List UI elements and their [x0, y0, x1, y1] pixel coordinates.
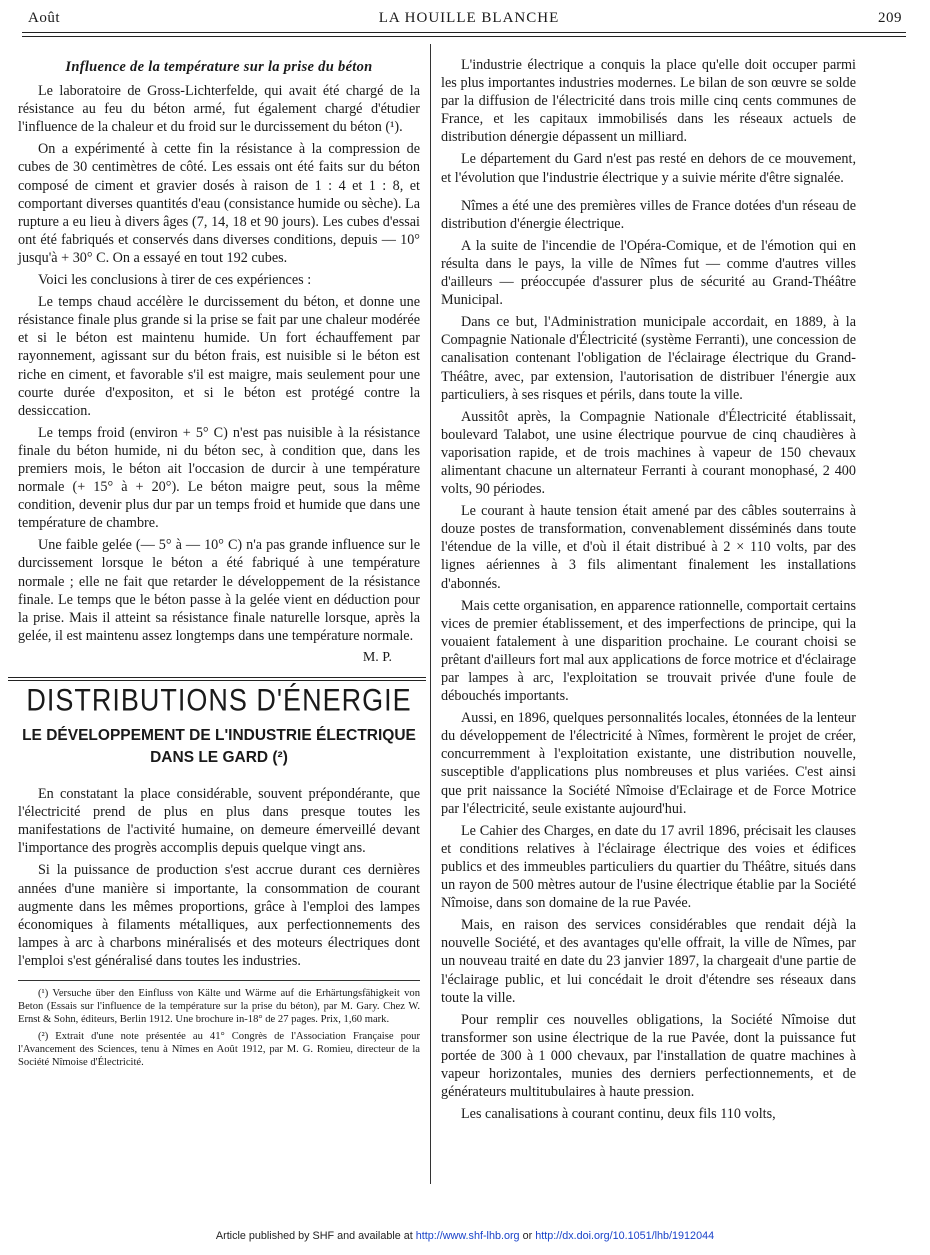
- paragraph: A la suite de l'incendie de l'Opéra-Comique, et de l'émotion qui en résulta dans le pays, la ville de Nîmes fut — comme d'autres villes d'ailleurs — préoccupée d'assurer plus de sécurité au Grand-Théâtre Municipal.: [441, 237, 856, 309]
- paragraph: Le temps froid (environ + 5° C) n'est pas nuisible à la résistance finale du béton humide, ni du béton sec, à condition que, dans les premiers mois, le béton ait l'occasion de durcir à une température normale (+ 15° à + 20°). Le béton maigre peut, sous la même condition, devenir plus dur par un temps froid et humide que dans une température de chambre.: [18, 424, 420, 532]
- page-number: 209: [877, 9, 902, 26]
- header-rule: [22, 32, 906, 33]
- footer-link-shf[interactable]: http://www.shf-lhb.org: [415, 1230, 520, 1242]
- right-column: [441, 56, 856, 1127]
- left-column: [18, 56, 420, 1073]
- footnote: (²) Extrait d'une note présentée au 41° Congrès de l'Association Française pour l'Avancement des Sciences, tenu à Nîmes en Août 1912, par M. G. Romieu, directeur de la Société Nîmoise d'Électricité.: [18, 1031, 420, 1069]
- article-title-line: LE DÉVELOPPEMENT DE L'INDUSTRIE ÉLECTRIQUE: [22, 727, 416, 745]
- header-month: Août: [28, 9, 60, 26]
- paragraph: Une faible gelée (— 5° à — 10° C) n'a pas grande influence sur le durcissement lorsque le béton a été fabriqué à une température normale ; elle ne fait que retarder le développement de la résistance finale. Le temps que le béton passe à la gelée vient en déduction pour la prise. Mais il atteint sa résistance finale naturelle lorsque, après la gelée, il est maintenu assez longtemps dans une température normale.: [18, 537, 420, 644]
- paragraph: Le courant à haute tension était amené par des câbles souterrains à douze postes de transformation, convenablement disséminés dans toute l'étendue de la ville, et d'où il était distribué à 2 × 110 volts, par des lignes aériennes à 3 fils alimentant finalement les installations d'abonnés.: [441, 503, 856, 592]
- header-rule-thin: [22, 36, 906, 37]
- page-footer: [0, 1230, 930, 1242]
- paragraph: En constatant la place considérable, souvent prépondérante, que l'électricité prend de plus en plus dans presque toutes les manifestations de l'activité humaine, on demeure émerveillé devant l'importance des progrès accomplis depuis quelque vingt ans.: [18, 786, 420, 857]
- paragraph: Mais, en raison des services considérables que rendait déjà la nouvelle Société, et des avantages qu'elle offrait, la ville de Nîmes, par un nouveau traité en date du 23 janvier 1897, la chargeait d'une partie de l'éclairage public, et lui concédait le droit d'étendre ses réseaux dans toute la ville.: [441, 917, 856, 1006]
- paragraph: Aussi, en 1896, quelques personnalités locales, étonnées de la lenteur du développement de l'électricité à Nîmes, formèrent le projet de créer, concurremment à l'exploitation existante, une distribution nouvelle, susceptible d'applications plus nombreuses et plus variées. C'est ainsi que prit naissance la Société Nîmoise d'Eclairage et de Force Motrice par l'électricité, seule existante aujourd'hui.: [441, 710, 856, 817]
- paragraph: Pour remplir ces nouvelles obligations, la Société Nîmoise dut transformer son usine électrique de la rue Pavée, dont la puissance fut portée de 300 à 1 000 chevaux, par l'installation de quatre machines à vapeur horizontales, munies des derniers perfectionnements, et de générateurs multitubulaires à haute pression.: [441, 1011, 856, 1101]
- footnote: (¹) Versuche über den Einfluss von Kälte und Wärme auf die Erhärtungsfähigkeit von Beton (Essais sur l'influence de la température sur la prise du béton), par M. Gary. Chez W. Ernst & Sohn, éditeurs, Berlin 1912. Une brochure in-18° de 27 pages. Prix, 1,60 mark.: [18, 988, 420, 1026]
- footer-text-or: or: [519, 1230, 536, 1242]
- footer-text: Article published by SHF and available at: [215, 1230, 416, 1242]
- paragraph: Le temps chaud accélère le durcissement du béton, et donne une résistance finale plus grande si la prise se fait par une chaleur modérée et si le béton est maintenu humide. Un fort échauffement par rayonnement, agissant sur du béton frais, est nuisible si le béton est riche en ciment, et favorable s'il est maigre, mais seulement pour une courte durée d'expositon, et si le béton est protégé contre la dessiccation.: [18, 294, 420, 419]
- page-header: [28, 6, 902, 30]
- paragraph: Le Cahier des Charges, en date du 17 avril 1896, précisait les clauses et conditions relatives à l'éclairage électrique des voies et édifices publics et des immeubles particuliers du quartier du Théâtre, situés dans un rayon de 500 mètres autour de l'usine électrique établie par la Société Nîmoise, dans son domaine de la rue Pavée.: [441, 822, 856, 912]
- footer-link-doi[interactable]: http://dx.doi.org/10.1051/lhb/1912044: [535, 1230, 715, 1242]
- column-divider: [430, 44, 431, 1184]
- section-separator: [8, 677, 426, 678]
- subheading-temperature: Influence de la température sur la prise du béton: [65, 59, 373, 75]
- section-separator-thin: [8, 680, 426, 681]
- article-title: [18, 725, 420, 769]
- paragraph: Nîmes a été une des premières villes de France dotées d'un réseau de distribution d'énergie électrique.: [441, 197, 856, 232]
- paragraph: Mais cette organisation, en apparence rationnelle, comportait certains vices de premier établissement, et des imperfections de principe, qui la vouaient fatalement à une disparition prochaine. Le courant choisi se prêtant d'ailleurs fort mal aux applications de force motrice et d'éclairage par lampes à arc, l'exploitation se trouvait privée d'une foule de débouchés importants.: [441, 597, 856, 705]
- paragraph: Voici les conclusions à tirer de ces expériences :: [38, 272, 312, 289]
- author-signature: M. P.: [362, 649, 392, 665]
- article-title-line: DANS LE GARD (²): [150, 749, 288, 767]
- paragraph: Les canalisations à courant continu, deux fils 110 volts,: [461, 1106, 776, 1123]
- paragraph: Le laboratoire de Gross-Lichterfelde, qui avait été chargé de la résistance au feu du béton armé, fut également chargé d'étudier l'influence de la chaleur et du froid sur le durcissement du béton (¹).: [18, 83, 420, 136]
- paragraph: L'industrie électrique a conquis la place qu'elle doit occuper parmi les plus importantes industries modernes. Le bilan de son œuvre se solde par la diffusion de l'électricité dans trois mille cinq cents communes de France, et les capitaux immobilisés dans les réseaux actuels de distribution dénergie dépassent un milliard.: [441, 57, 856, 146]
- paragraph: Si la puissance de production s'est accrue durant ces dernières années d'une manière si importante, la consommation de courant augmente dans les mêmes proportions, grâce à l'emploi des lampes économiques à filaments métalliques, aux perfectionnements des lampes à arc à charbons minéralisés et des moteurs électriques dont l'emploi s'est généralisé dans toutes les industries.: [18, 862, 420, 969]
- paragraph: Aussitôt après, la Compagnie Nationale d'Électricité établissait, boulevard Talabot, une usine électrique pourvue de cinq chaudières à vaporisation rapide, et de trois machines à vapeur de 150 chevaux alimentant chacune un alternateur Ferranti à courant monophasé, 2 400 volts, 90 périodes.: [441, 408, 856, 498]
- paragraph: Dans ce but, l'Administration municipale accordait, en 1889, à la Compagnie Nationale d'Électricité (système Ferranti), une concession de canalisation contenant l'obligation de l'éclairage électrique du Grand-Théâtre, avec, par extension, l'autorisation de distribuer l'énergie aux particuliers, à ses risques et périls, dans toute la ville.: [441, 314, 856, 403]
- section-title: DISTRIBUTIONS D'ÉNERGIE: [26, 682, 412, 718]
- paragraph: On a expérimenté à cette fin la résistance à la compression de cubes de 30 centimètres de côté. Les essais ont été faits sur du béton composé de ciment et gravier dosés à raison de 1 : 4 et 1 : 8, et comportant diverses quantités d'eau (consistance humide ou sèche). La rupture a eu lieu à divers âges (7, 14, 18 et 90 jours). Les cubes d'essai ont été fabriqués et conservés dans diverses conditions, depuis — 10° jusqu'à + 30° C. On a essayé en tout 192 cubes.: [18, 141, 420, 266]
- journal-title: LA HOUILLE BLANCHE: [378, 9, 560, 26]
- footnote-rule: [18, 980, 420, 981]
- paragraph: Le département du Gard n'est pas resté en dehors de ce mouvement, et l'évolution que l'industrie électrique y a suivie mérite d'être signalée.: [441, 151, 856, 186]
